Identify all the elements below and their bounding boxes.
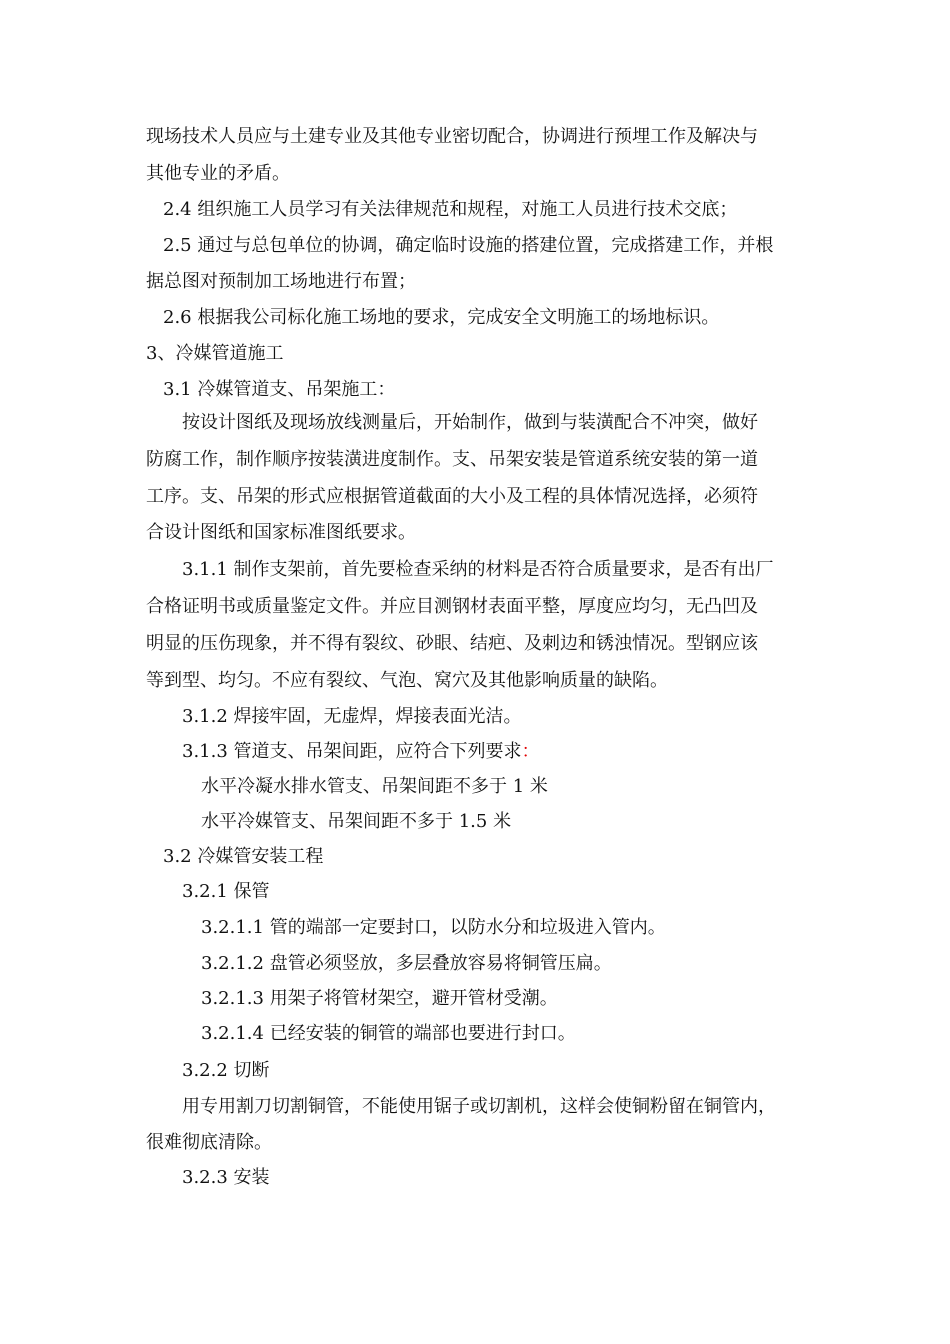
- subsection-heading: 3.1 冷媒管道支、吊架施工：: [163, 379, 396, 400]
- section-heading: 3、冷媒管道施工: [146, 343, 284, 364]
- paragraph-line: 其他专业的矛盾。: [146, 163, 290, 184]
- paragraph-line: 防腐工作，制作顺序按装潢进度制作。支、吊架安装是管道系统安装的第一道: [146, 449, 758, 470]
- paragraph-line: [182, 740, 540, 764]
- paragraph-line: 2.4 组织施工人员学习有关法律规范和规程，对施工人员进行技术交底；: [163, 199, 738, 220]
- paragraph-line: 2.6 根据我公司标化施工场地的要求，完成安全文明施工的场地标识。: [163, 307, 720, 328]
- paragraph-line: 等到型、均匀。不应有裂纹、气泡、窝穴及其他影响质量的缺陷。: [146, 670, 668, 691]
- red-colon: ：: [521, 741, 540, 762]
- subsection-heading: 3.2.2 切断: [182, 1060, 270, 1081]
- list-item: 3.2.1.4 已经安装的铜管的端部也要进行封口。: [201, 1023, 576, 1044]
- spec-line: 水平冷凝水排水管支、吊架间距不多于 1 米: [201, 776, 548, 797]
- paragraph-line: 用专用割刀切割铜管，不能使用锯子或切割机，这样会使铜粉留在铜管内，: [182, 1096, 776, 1117]
- list-item: 3.2.1.2 盘管必须竖放，多层叠放容易将铜管压扁。: [201, 953, 612, 974]
- paragraph-line: 3.1.2 焊接牢固，无虚焊，焊接表面光洁。: [182, 706, 522, 727]
- list-item: 3.2.1.3 用架子将管材架空，避开管材受潮。: [201, 988, 558, 1009]
- paragraph-line: 工序。支、吊架的形式应根据管道截面的大小及工程的具体情况选择，必须符: [146, 486, 758, 507]
- list-item: 3.2.1.1 管的端部一定要封口，以防水分和垃圾进入管内。: [201, 917, 666, 938]
- subsection-heading: 3.2 冷媒管安装工程: [163, 846, 324, 867]
- paragraph-line: 很难彻底清除。: [146, 1132, 272, 1153]
- subsection-heading: 3.2.1 保管: [182, 881, 270, 902]
- paragraph-line: 2.5 通过与总包单位的协调，确定临时设施的搭建位置，完成搭建工作，并根: [163, 235, 774, 256]
- paragraph-line: 3.1.1 制作支架前，首先要检查采纳的材料是否符合质量要求，是否有出厂: [182, 559, 774, 580]
- paragraph-line: 合设计图纸和国家标准图纸要求。: [146, 522, 416, 543]
- paragraph-line: 现场技术人员应与土建专业及其他专业密切配合，协调进行预埋工作及解决与: [146, 126, 758, 147]
- paragraph-line: 据总图对预制加工场地进行布置；: [146, 271, 416, 292]
- subsection-heading: 3.2.3 安装: [182, 1167, 270, 1188]
- paragraph-line: 合格证明书或质量鉴定文件。并应目测钢材表面平整，厚度应均匀，无凸凹及: [146, 596, 758, 617]
- paragraph-line: 明显的压伤现象，并不得有裂纹、砂眼、结疤、及刺边和锈浊情况。型钢应该: [146, 633, 758, 654]
- paragraph-line: 按设计图纸及现场放线测量后，开始制作，做到与装潢配合不冲突，做好: [182, 412, 758, 433]
- requirement-text: 3.1.3 管道支、吊架间距，应符合下列要求: [182, 741, 522, 762]
- spec-line: 水平冷媒管支、吊架间距不多于 1.5 米: [201, 811, 512, 832]
